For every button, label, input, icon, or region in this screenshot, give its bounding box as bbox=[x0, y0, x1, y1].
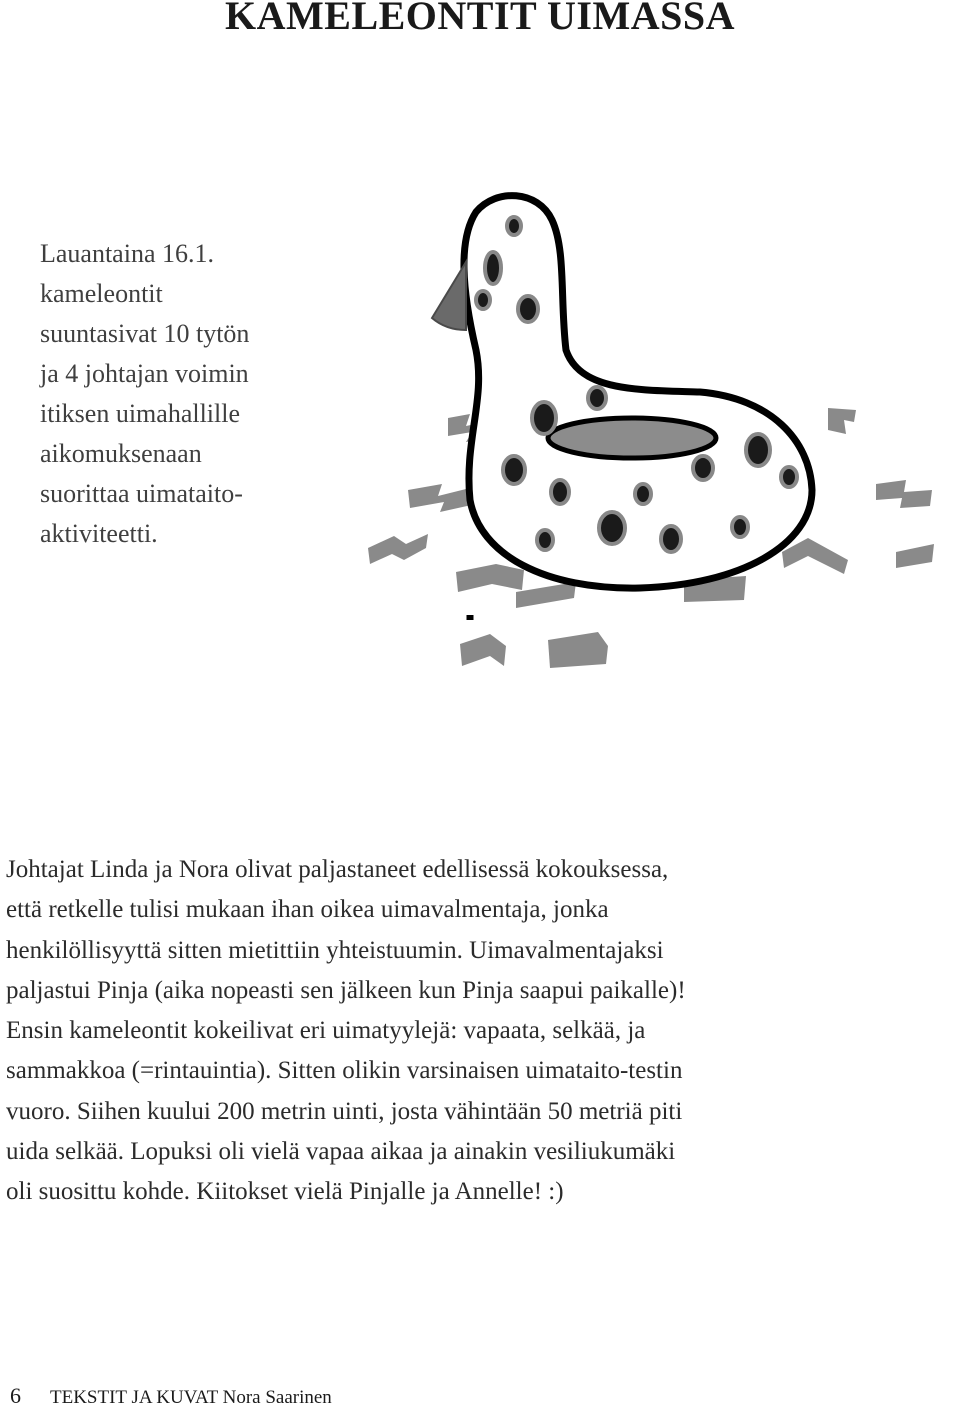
intro-line: Lauantaina 16.1. bbox=[40, 239, 214, 268]
body-line: henkilöllisyyttä sitten mietittiin yhteistuumin. Uimavalmentajaksi bbox=[6, 936, 664, 964]
footer-credit: TEKSTIT JA KUVAT Nora Saarinen bbox=[50, 1387, 332, 1408]
intro-line: kameleontit bbox=[40, 279, 163, 308]
body-line: oli suosittu kohde. Kiitokset vielä Pinjalle ja Annelle! :) bbox=[6, 1178, 564, 1206]
intro-line: ja 4 johtajan voimin bbox=[40, 359, 249, 388]
page-title: KAMELEONTIT UIMASSA bbox=[225, 0, 735, 38]
body-paragraph bbox=[6, 850, 956, 1213]
wave bbox=[456, 564, 524, 592]
wave bbox=[828, 408, 856, 434]
duck-beak bbox=[432, 262, 466, 330]
intro-line: aikomuksenaan bbox=[40, 439, 202, 468]
duck-body bbox=[464, 196, 812, 620]
body-line: uida selkää. Lopuksi oli vielä vapaa aikaa ja ainakin vesiliukumäki bbox=[6, 1138, 676, 1166]
duck-eye bbox=[485, 252, 501, 284]
body-line: sammakkoa (=rintauintia). Sitten olikin varsinaisen uimataito-testin bbox=[6, 1057, 683, 1085]
wave bbox=[548, 632, 608, 668]
wave bbox=[460, 634, 506, 666]
duck-swim-ring-icon bbox=[360, 190, 960, 690]
intro-line: itiksen uimahallille bbox=[40, 399, 241, 428]
wave bbox=[876, 480, 932, 508]
wave bbox=[896, 544, 934, 568]
intro-line: suorittaa uimataito- bbox=[40, 479, 243, 508]
wave bbox=[368, 534, 428, 564]
intro-line: suuntasivat 10 tytön bbox=[40, 319, 250, 348]
wave bbox=[782, 538, 848, 574]
body-line: Johtajat Linda ja Nora olivat paljastaneet edellisessä kokouksessa, bbox=[6, 856, 669, 883]
body-line: paljastui Pinja (aika nopeasti sen jälkeen kun Pinja saapui paikalle)! bbox=[6, 976, 686, 1004]
ring-hole bbox=[548, 418, 716, 458]
body-line: vuoro. Siihen kuului 200 metrin uinti, josta vähintään 50 metriä piti bbox=[6, 1097, 683, 1125]
body-line: että retkelle tulisi mukaan ihan oikea uimavalmentaja, jonka bbox=[6, 896, 609, 924]
intro-line: aktiviteetti. bbox=[40, 519, 158, 548]
page-number: 6 bbox=[10, 1383, 21, 1408]
body-line: Ensin kameleontit kokeilivat eri uimatyylejä: vapaata, selkää, ja bbox=[6, 1017, 646, 1045]
wave bbox=[516, 582, 576, 608]
intro-paragraph bbox=[40, 234, 370, 554]
